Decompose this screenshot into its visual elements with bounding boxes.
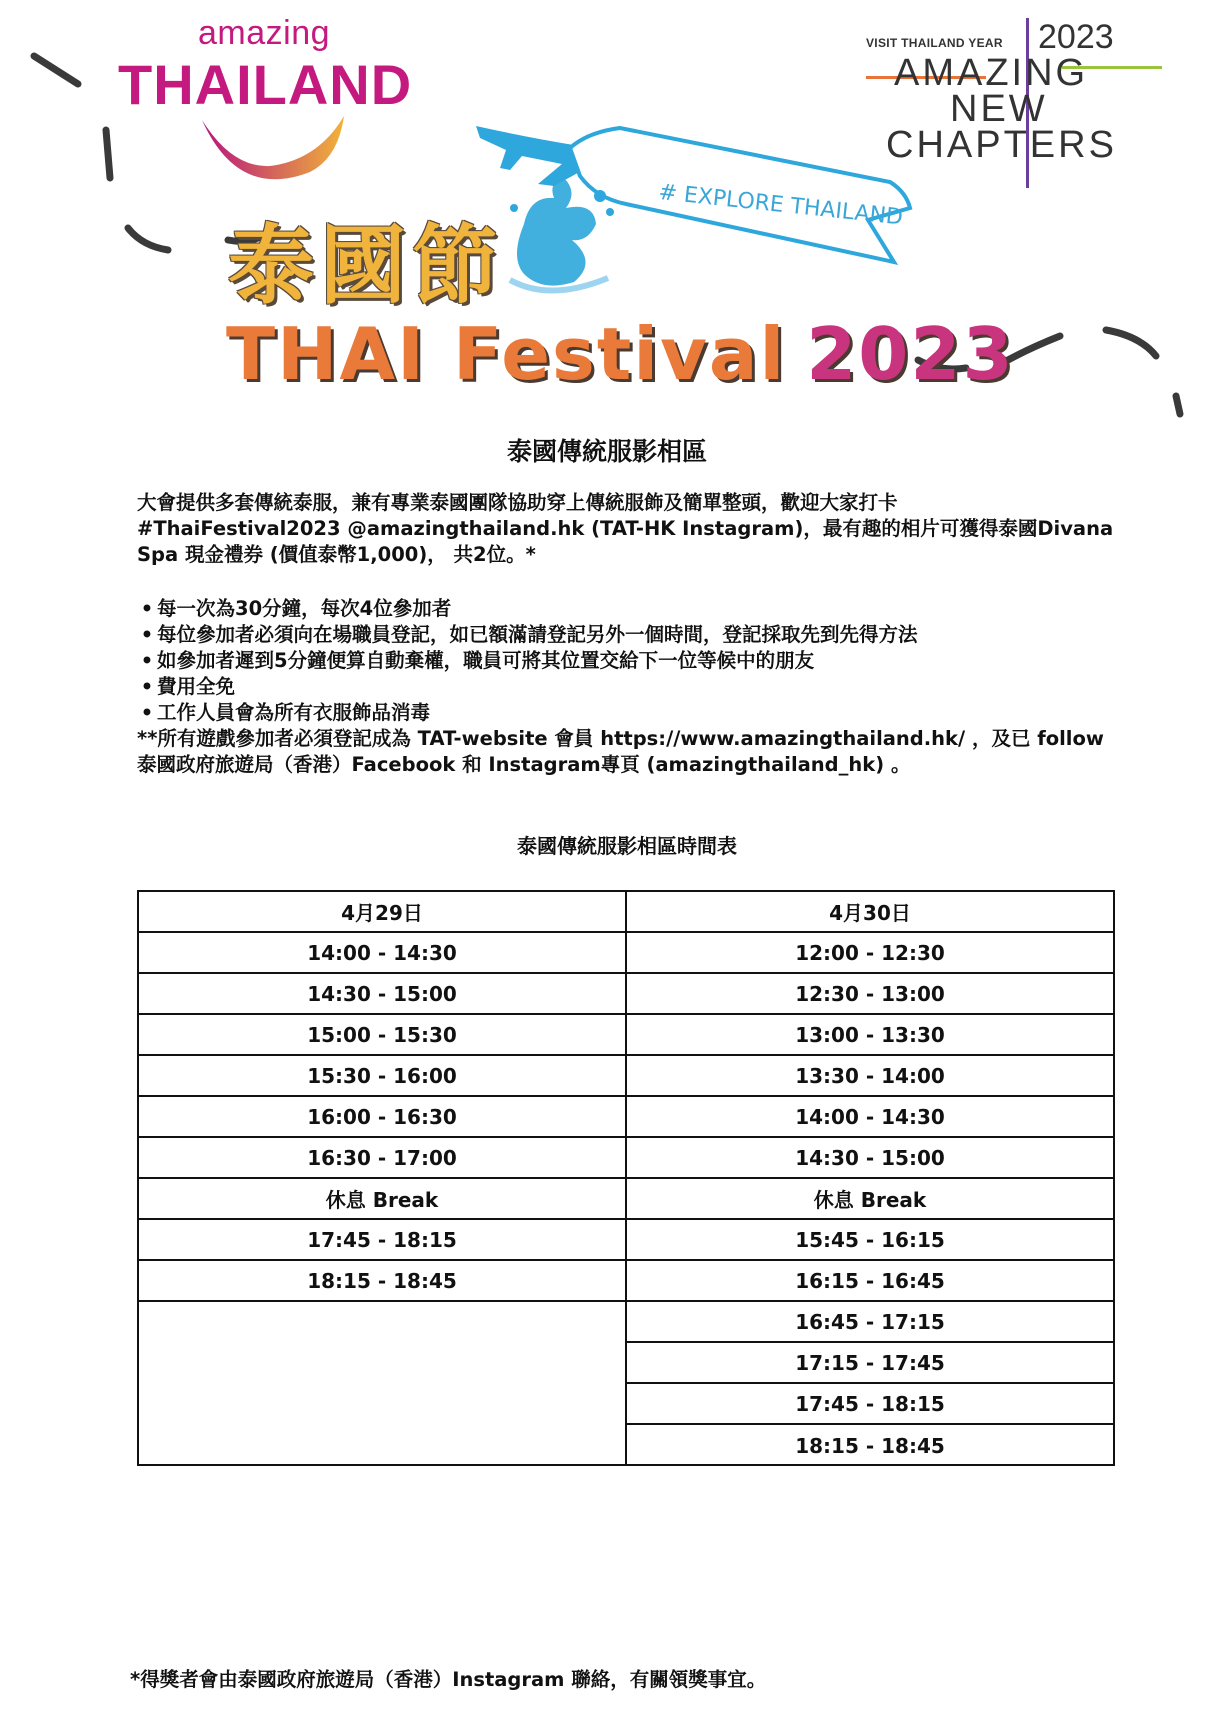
schedule-column-day2 [626, 890, 1115, 1466]
list-item-text: 如參加者遲到5分鐘便算自動棄權，職員可將其位置交給下一位等候中的朋友 [157, 649, 815, 672]
note-line: 泰國政府旅遊局（香港）Facebook 和 Instagram專頁 (amazingthailand_hk) 。 [137, 753, 911, 776]
column-header-day2: 4月30日 [627, 892, 1113, 933]
table-cell: 17:45 - 18:15 [627, 1384, 1113, 1425]
table-cell: 15:30 - 16:00 [139, 1056, 625, 1097]
list-item [137, 700, 1117, 726]
table-cell: 14:30 - 15:00 [139, 974, 625, 1015]
table-cell: 12:30 - 13:00 [627, 974, 1113, 1015]
table-cell-break: 休息 Break [139, 1179, 625, 1220]
rules-bullet-list [137, 596, 1117, 726]
visit-year-line-3: CHAPTERS [886, 124, 1117, 166]
list-item-text: 每一次為30分鐘，每次4位參加者 [157, 597, 452, 620]
table-cell: 16:15 - 16:45 [627, 1261, 1113, 1302]
list-item [137, 596, 1117, 622]
festival-title-chinese: 泰國節 [228, 216, 504, 316]
bullet-icon: • [140, 675, 154, 698]
section-title: 泰國傳統服影相區 [506, 437, 707, 466]
logo-smile-icon [198, 110, 348, 200]
table-cell: 16:45 - 17:15 [627, 1302, 1113, 1343]
list-item-text: 費用全免 [157, 675, 236, 698]
list-item-text: 工作人員會為所有衣服飾品消毒 [157, 701, 431, 724]
table-cell: 15:00 - 15:30 [139, 1015, 625, 1056]
festival-title-year: 2023 [806, 312, 1015, 396]
amazing-thailand-logo [118, 14, 418, 194]
table-cell: 14:00 - 14:30 [139, 933, 625, 974]
visit-year-number: 2023 [1038, 18, 1114, 56]
schedule-title: 泰國傳統服影相區時間表 [517, 834, 737, 858]
table-cell: 18:15 - 18:45 [795, 1433, 945, 1458]
bullet-icon: • [140, 649, 154, 672]
list-item-text: 每位參加者必須向在場職員登記，如已額滿請登記另外一個時間，登記採取先到先得方法 [157, 623, 918, 646]
intro-line: 大會提供多套傳統泰服，兼有專業泰國團隊協助穿上傳統服飾及簡單整頭，歡迎大家打卡 [137, 491, 898, 514]
visit-year-small-text: VISIT THAILAND YEAR [866, 36, 1003, 50]
table-cell: 14:30 - 15:00 [627, 1138, 1113, 1179]
table-cell: 14:00 - 14:30 [627, 1097, 1113, 1138]
festival-title-english [226, 312, 1015, 396]
bullet-icon: • [140, 597, 154, 620]
water-splash-icon [510, 178, 614, 291]
list-item [137, 648, 1117, 674]
table-cell: 17:15 - 17:45 [627, 1343, 1113, 1384]
table-cell: 17:45 - 18:15 [139, 1220, 625, 1261]
bullet-icon: • [140, 623, 154, 646]
table-cell: 12:00 - 12:30 [627, 933, 1113, 974]
list-item [137, 622, 1117, 648]
table-cell: 13:00 - 13:30 [627, 1015, 1113, 1056]
table-cell: 15:45 - 16:15 [627, 1220, 1113, 1261]
table-cell: 16:30 - 17:00 [139, 1138, 625, 1179]
intro-line: Spa 現金禮券 (價值泰幣1,000)， 共2位。* [137, 543, 536, 566]
visit-year-line-1: AMAZING [894, 52, 1089, 94]
bullet-icon: • [140, 701, 154, 724]
explore-thailand-banner-text: # EXPLORE THAILAND [657, 180, 905, 231]
membership-note [137, 726, 1117, 778]
column-header-day1: 4月29日 [139, 892, 625, 933]
table-cell: 16:00 - 16:30 [139, 1097, 625, 1138]
logo-amazing-text: amazing [198, 14, 331, 52]
schedule-table [137, 890, 1115, 1466]
table-cell-break: 休息 Break [627, 1179, 1113, 1220]
table-cell: 13:30 - 14:00 [627, 1056, 1113, 1097]
intro-paragraph [137, 490, 1117, 568]
logo-thailand-text: THAILAND [118, 53, 413, 116]
festival-title-english-words: THAI Festival [226, 312, 787, 396]
schedule-column-day1 [137, 890, 626, 1466]
table-cell: 18:15 - 18:45 [139, 1261, 625, 1302]
note-line: **所有遊戲參加者必須登記成為 TAT-website 會員 https://www.amazingthailand.hk/ ，及已 follow [137, 727, 1104, 750]
visit-year-line-2: NEW [950, 88, 1048, 130]
footer-note: *得獎者會由泰國政府旅遊局（香港）Instagram 聯絡，有關領獎事宜。 [130, 1668, 767, 1691]
list-item [137, 674, 1117, 700]
intro-line: #ThaiFestival2023 @amazingthailand.hk (TAT-HK Instagram)，最有趣的相片可獲得泰國Divana [137, 517, 1114, 540]
